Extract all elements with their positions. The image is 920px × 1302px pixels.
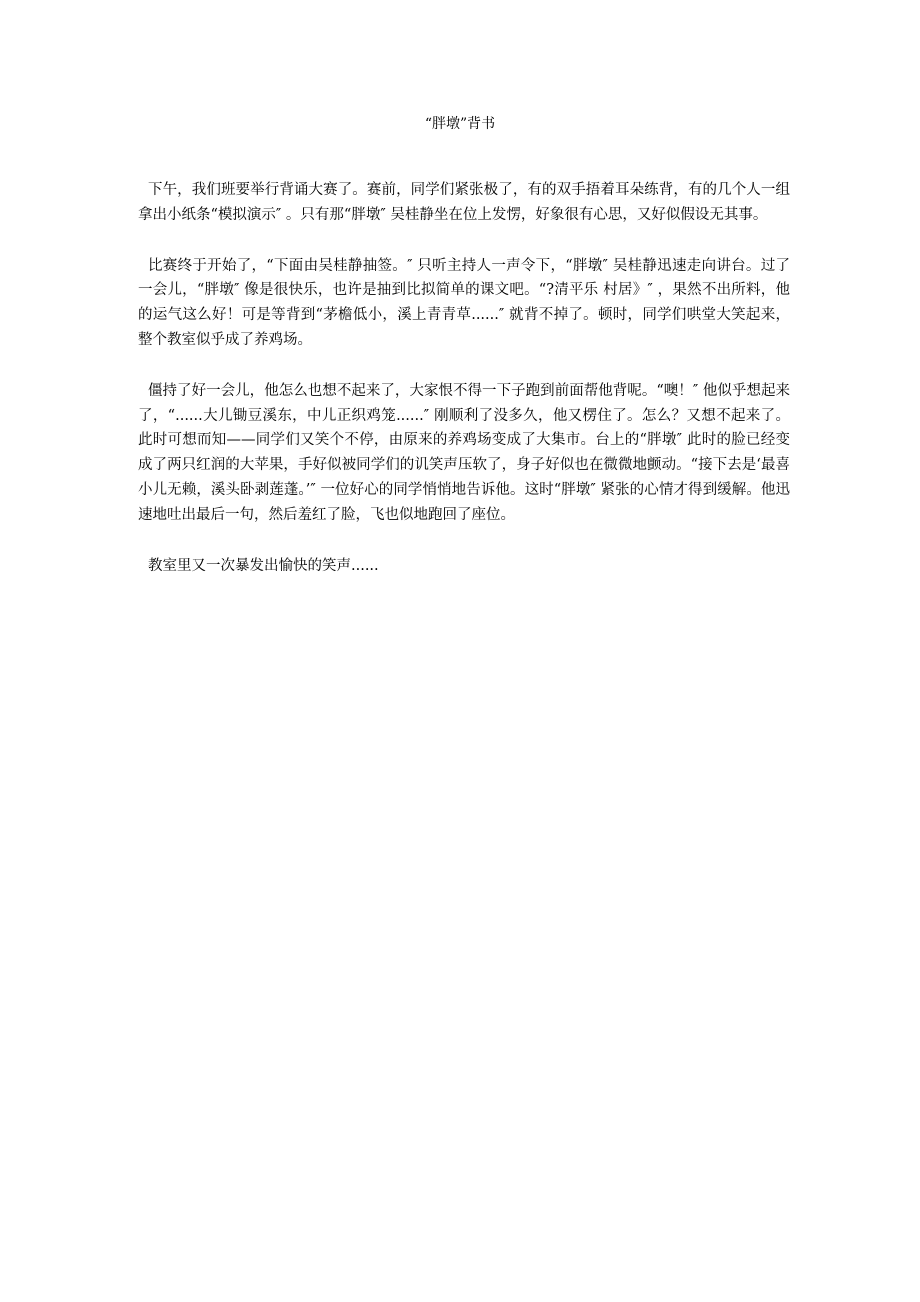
- paragraph-4: 教室里又一次暴发出愉快的笑声......: [148, 557, 379, 574]
- paragraph-1: 下午，我们班要举行背诵大赛了。赛前，同学们紧张极了，有的双手捂着耳朵练背，有的几个人一组拿出小纸条“模拟演示″ 。只有那“胖墩″ 吴桂静坐在位上发愣，好象很有心思，又好似假设无其事。: [138, 182, 790, 223]
- paragraph-3: 僵持了好一会儿，他怎么也想不起来了，大家恨不得一下子跑到前面帮他背呢。“噢！″ 他似乎想起来了，“......大儿锄豆溪东，中儿正织鸡笼......″ 刚顺利了没多久，他又楞住了。怎么？又想不起来了。此时可想而知——同学们又笑个不停，由原来的养鸡场变成了大集市。台上的“胖墩″ 此时的脸已经变成了两只红润的大苹果，手好似被同学们的讥笑声压软了，身子好似也在微微地颤动。“接下去是‘最喜小儿无赖，溪头卧剥莲蓬。’″ 一位好心的同学悄悄地告诉他。这时“胖墩″ 紧张的心情才得到缓解。他迅速地吐出最后一句，然后羞红了脸，飞也似地跑回了座位。: [138, 382, 790, 523]
- document-body: [138, 178, 790, 604]
- paragraph-2: 比赛终于开始了，“下面由吴桂静抽签。″ 只听主持人一声令下，“胖墩″ 吴桂静迅速走向讲台。过了一会儿，“胖墩″ 像是很快乐，也许是抽到比拟简单的课文吧。“?清平乐 村居》″ ，果然不出所料，他的运气这么好！可是等背到“茅檐低小，溪上青青草......″ 就背不掉了。顿时，同学们哄堂大笑起来，整个教室似乎成了养鸡场。: [138, 257, 790, 348]
- document-title: “胖墩”背书: [424, 116, 496, 132]
